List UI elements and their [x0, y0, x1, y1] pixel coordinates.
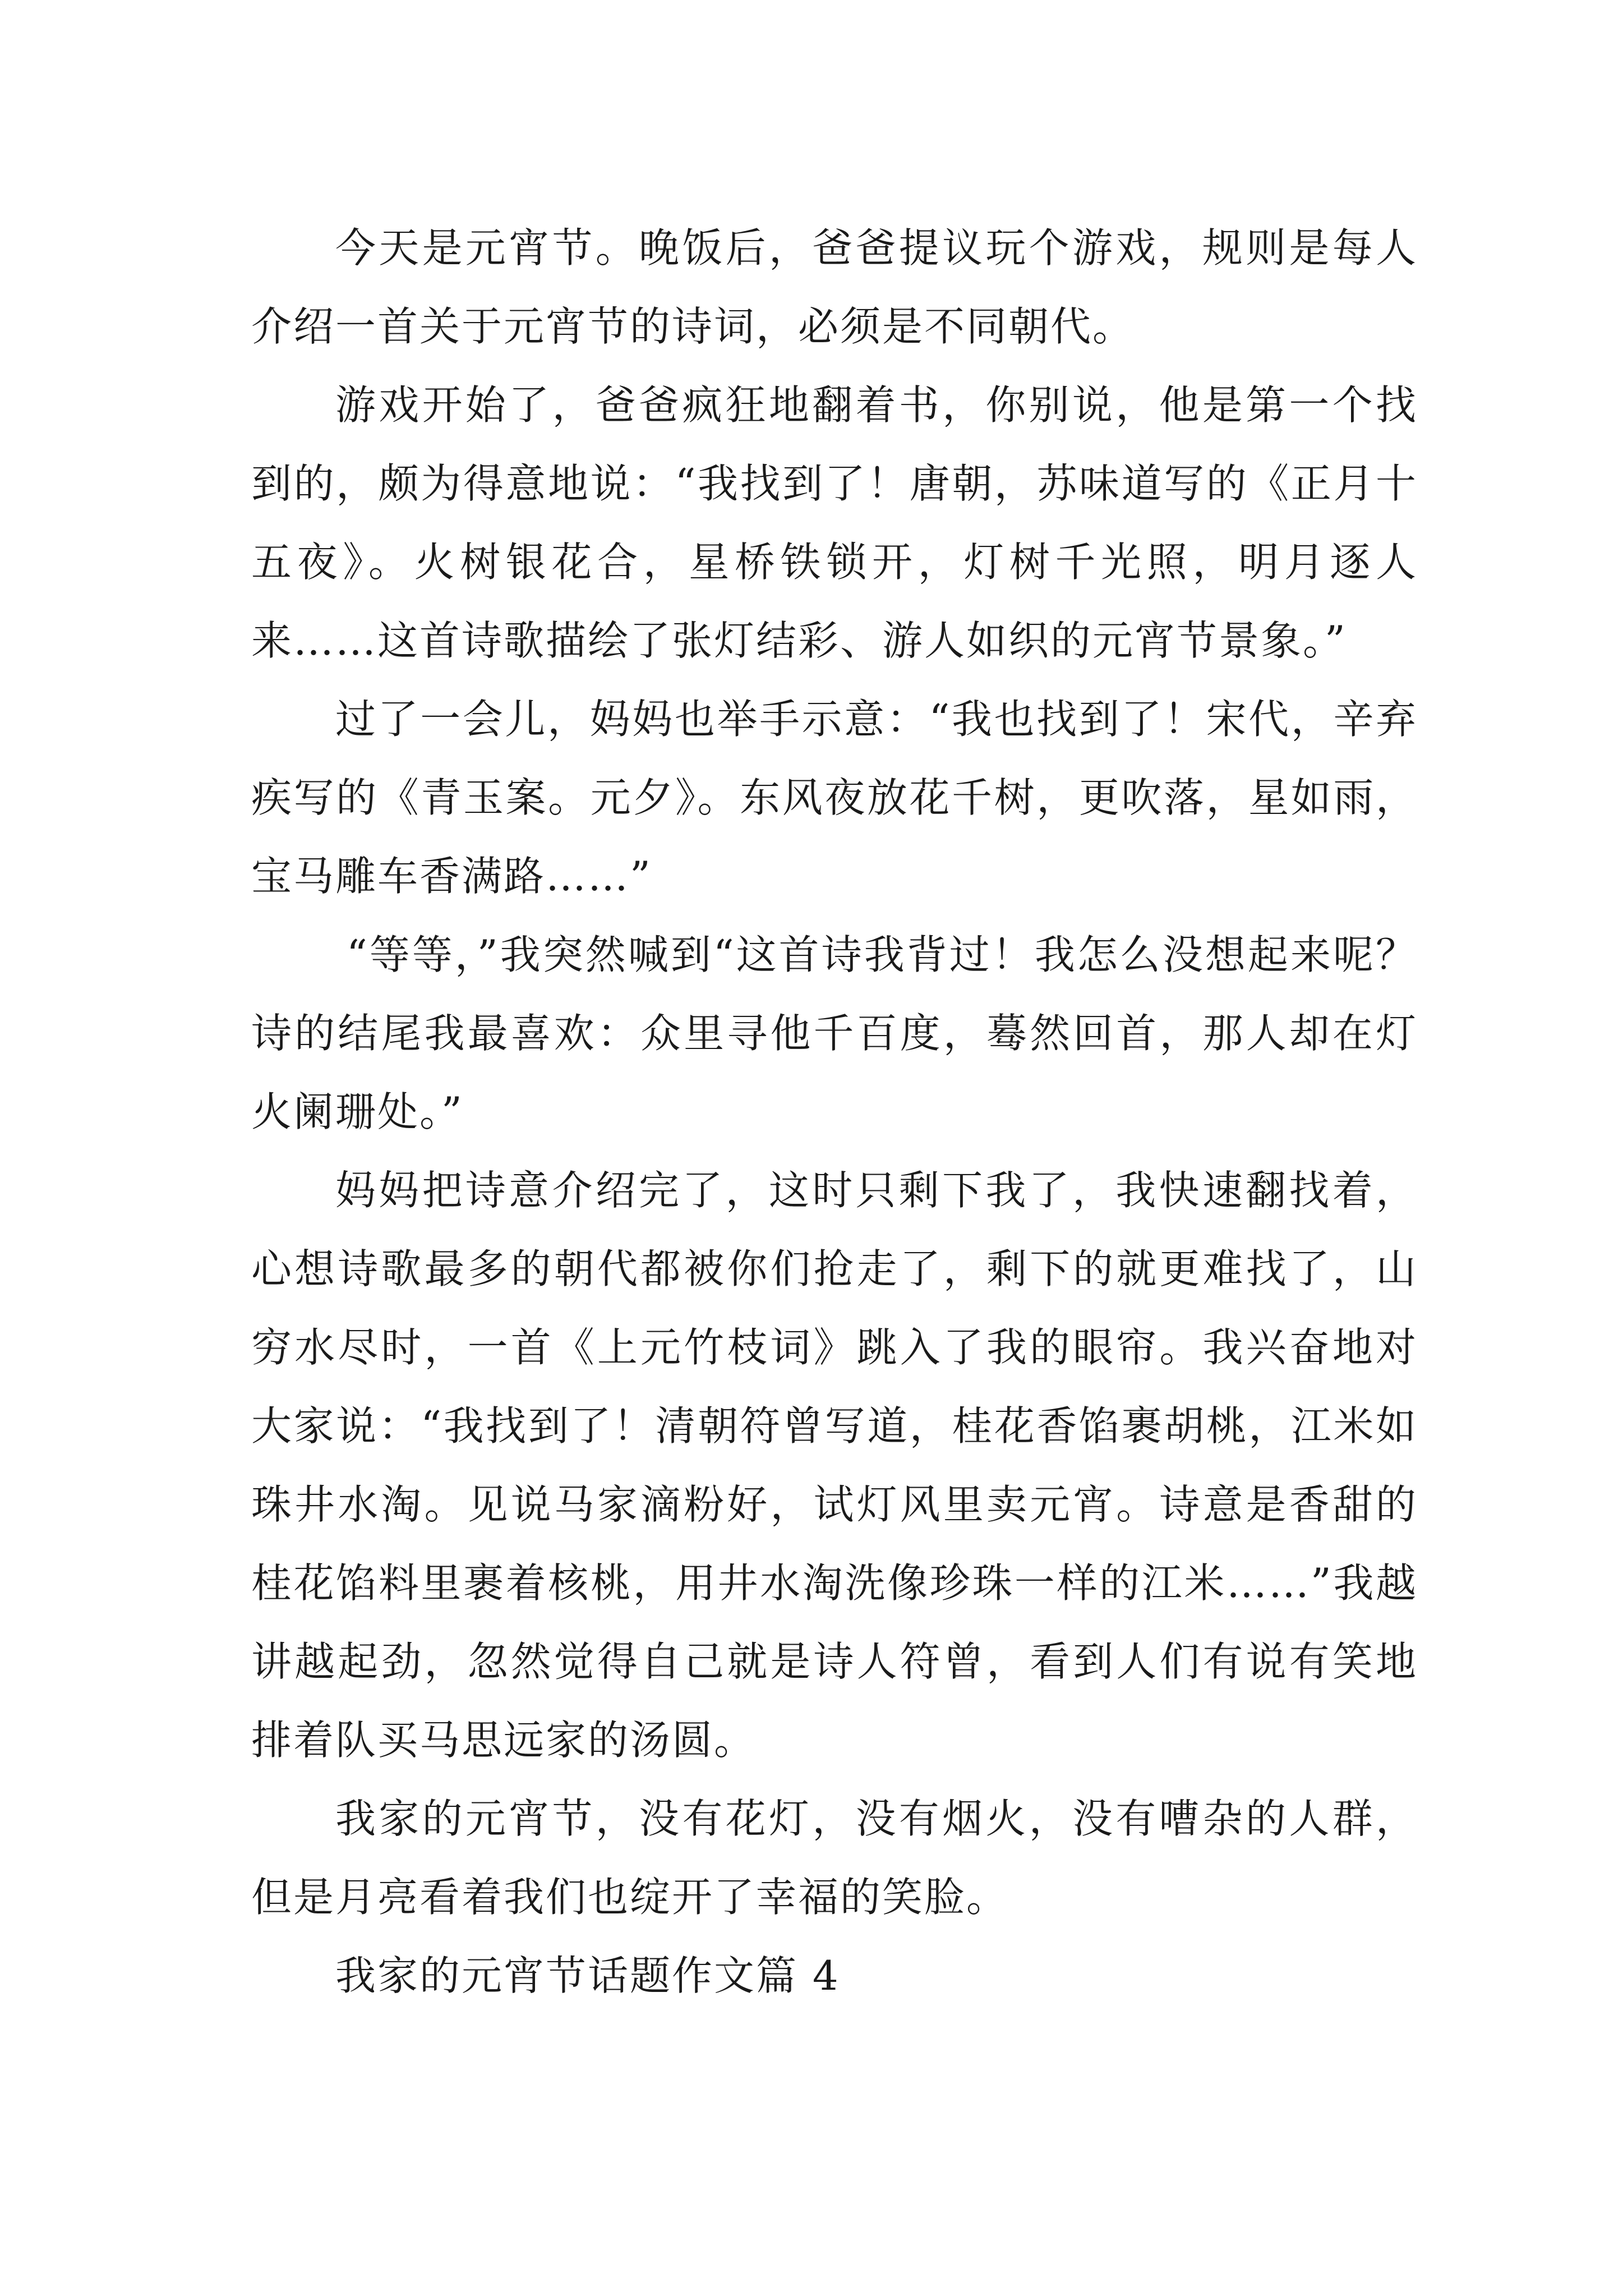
paragraph-narrator-qing-poem: 妈妈把诗意介绍完了，这时只剩下我了，我快速翻找着，心想诗歌最多的朝代都被你们抢走了，剩下的就更难找了，山穷水尽时，一首《上元竹枝词》跳入了我的眼帘。我兴奋地对大家说：“我找到了！清朝符曾写道，桂花香馅裹胡桃，江米如珠井水淘。见说马家滴粉好，试灯风里卖元宵。诗意是香甜的桂花馅料里裹着核桃，用井水淘洗像珍珠一样的江米……”我越讲越起劲，忽然觉得自己就是诗人符曾，看到人们有说有笑地排着队买马思远家的汤圆。	[251, 1167, 1418, 1764]
paragraph-mom-song-poem: 过了一会儿，妈妈也举手示意：“我也找到了！宋代，辛弃疾写的《青玉案。元夕》。东风夜放花千树，更吹落，星如雨，宝马雕车香满路……”	[251, 696, 1418, 900]
essay-body	[251, 209, 1418, 2015]
paragraph-dad-tang-poem: 游戏开始了，爸爸疯狂地翻着书，你别说，他是第一个找到的，颇为得意地说：“我找到了！唐朝，苏味道写的《正月十五夜》。火树银花合，星桥铁锁开，灯树千光照，明月逐人来……这首诗歌描绘了张灯结彩、游人如织的元宵节景象。”	[251, 381, 1418, 664]
paragraph-conclusion: 我家的元宵节，没有花灯，没有烟火，没有嘈杂的人群，但是月亮看着我们也绽开了幸福的笑脸。	[251, 1795, 1418, 1921]
paragraph-lantern-festival-intro: 今天是元宵节。晚饭后，爸爸提议玩个游戏，规则是每人介绍一首关于元宵节的诗词，必须是不同朝代。	[251, 224, 1418, 350]
next-essay-heading: 我家的元宵节话题作文篇 4	[335, 1952, 840, 1999]
paragraph-narrator-remembers: “等等，”我突然喊到“这首诗我背过！我怎么没想起来呢？诗的结尾我最喜欢：众里寻他千百度，蓦然回首，那人却在灯火阑珊处。”	[251, 931, 1418, 1135]
